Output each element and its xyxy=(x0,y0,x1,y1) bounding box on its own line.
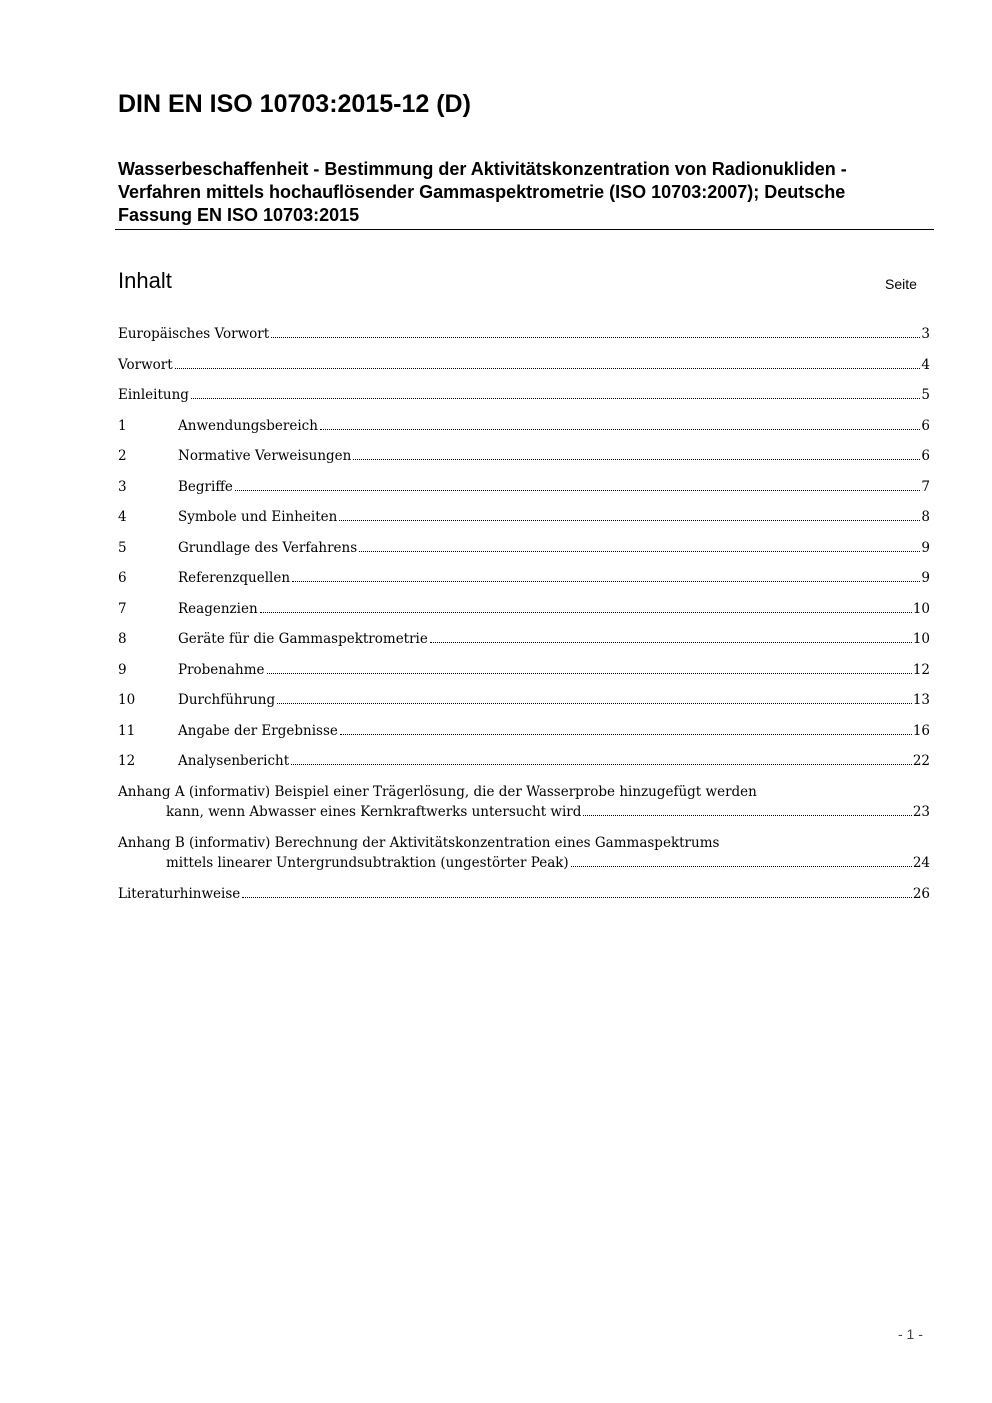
toc-leader-dots xyxy=(175,368,921,369)
toc-entry-label: Grundlage des Verfahrens xyxy=(178,539,358,556)
toc-entry-page: 3 xyxy=(921,326,930,342)
toc-entry-page: 9 xyxy=(921,539,930,556)
toc-entry-number: 3 xyxy=(118,478,127,495)
toc-entry-section-4[interactable] xyxy=(118,507,930,538)
toc-entry-number: 8 xyxy=(118,631,127,647)
toc-entry-number: 2 xyxy=(118,448,127,464)
toc-entry-label: Analysenbericht xyxy=(178,753,290,769)
toc-entry-label: Probenahme xyxy=(178,661,265,678)
toc-leader-dots xyxy=(320,429,920,430)
toc-leader-dots xyxy=(353,459,920,460)
toc-leader-dots xyxy=(271,337,920,338)
toc-entry-page: 12 xyxy=(912,661,930,678)
document-title-line: Verfahren mittels hochauflösender Gammaspektrometrie (ISO 10703:2007); Deutsche xyxy=(118,182,846,202)
toc-entry-page: 26 xyxy=(912,885,930,902)
toc-entry-section-8[interactable] xyxy=(118,629,930,660)
toc-entry-number: 5 xyxy=(118,539,127,556)
title-divider xyxy=(115,229,934,230)
toc-entry-section-9[interactable] xyxy=(118,660,930,691)
toc-leader-dots xyxy=(430,642,912,643)
toc-entry-label: Symbole und Einheiten xyxy=(178,509,338,525)
toc-entry-section-12[interactable] xyxy=(118,751,930,782)
toc-leader-dots xyxy=(571,866,912,867)
toc-entry-page: 16 xyxy=(912,722,930,739)
toc-entry-label: Begriffe xyxy=(178,478,233,495)
toc-entry-section-7[interactable] xyxy=(118,599,930,630)
toc-entry-number: 9 xyxy=(118,661,127,678)
toc-leader-dots xyxy=(339,520,920,521)
toc-entry-label: Angabe der Ergebnisse xyxy=(178,722,338,739)
toc-entry-page: 6 xyxy=(921,417,930,434)
toc-entry-number: 10 xyxy=(118,692,136,708)
toc-entry-label: Normative Verweisungen xyxy=(178,448,352,464)
toc-entry-number: 12 xyxy=(118,753,136,769)
toc-entry-label: Referenzquellen xyxy=(178,570,291,586)
toc-entry-page: 4 xyxy=(921,356,930,373)
toc-entry-label: Literaturhinweise xyxy=(118,885,241,902)
toc-leader-dots xyxy=(277,703,912,704)
toc-page-column-heading: Seite xyxy=(885,276,917,292)
toc-leader-dots xyxy=(340,734,912,735)
toc-entry-section-5[interactable] xyxy=(118,538,930,569)
toc-leader-dots xyxy=(292,581,920,582)
toc-entry-annex-a[interactable] xyxy=(118,782,930,833)
table-of-contents xyxy=(118,324,930,914)
toc-entry-number: 1 xyxy=(118,417,127,434)
toc-entry-page: 23 xyxy=(912,803,930,820)
document-title-line: Wasserbeschaffenheit - Bestimmung der Aktivitätskonzentration von Radionukliden - xyxy=(118,159,847,179)
toc-entry-label: Europäisches Vorwort xyxy=(118,326,270,342)
toc-entry-annex-b[interactable] xyxy=(118,833,930,884)
document-title xyxy=(118,158,938,227)
toc-entry-einleitung[interactable] xyxy=(118,385,930,416)
toc-entry-page: 13 xyxy=(912,692,930,708)
toc-entry-europaeisches-vorwort[interactable] xyxy=(118,324,930,355)
toc-entry-page: 7 xyxy=(921,478,930,495)
toc-entry-section-6[interactable] xyxy=(118,568,930,599)
toc-entry-label: Vorwort xyxy=(118,356,173,373)
toc-leader-dots xyxy=(359,551,920,552)
toc-entry-literaturhinweise[interactable] xyxy=(118,884,930,915)
toc-entry-page: 5 xyxy=(921,387,930,403)
toc-entry-label: Anwendungsbereich xyxy=(178,417,318,434)
toc-entry-label-continued: kann, wenn Abwasser eines Kernkraftwerks untersucht wird xyxy=(166,803,582,820)
toc-entry-number: 11 xyxy=(118,722,136,739)
toc-entry-page: 22 xyxy=(912,753,930,769)
toc-entry-section-11[interactable] xyxy=(118,721,930,752)
toc-leader-dots xyxy=(235,490,921,491)
toc-leader-dots xyxy=(583,815,911,816)
toc-leader-dots xyxy=(260,612,912,613)
toc-leader-dots xyxy=(191,398,920,399)
toc-entry-number: 4 xyxy=(118,509,127,525)
toc-entry-label: Anhang A (informativ) Beispiel einer Trägerlösung, die der Wasserprobe hinzugefügt werden xyxy=(118,783,757,800)
toc-entry-label-continued: mittels linearer Untergrundsubtraktion (ungestörter Peak) xyxy=(166,854,569,871)
toc-entry-vorwort[interactable] xyxy=(118,355,930,386)
toc-entry-section-2[interactable] xyxy=(118,446,930,477)
toc-entry-label: Reagenzien xyxy=(178,600,258,617)
toc-leader-dots xyxy=(242,897,912,898)
toc-heading: Inhalt xyxy=(118,268,172,293)
toc-entry-section-10[interactable] xyxy=(118,690,930,721)
toc-entry-label: Durchführung xyxy=(178,692,276,708)
toc-entry-section-3[interactable] xyxy=(118,477,930,508)
document-title-line: Fassung EN ISO 10703:2015 xyxy=(118,205,360,225)
toc-entry-label: Anhang B (informativ) Berechnung der Aktivitätskonzentration eines Gammaspektrums xyxy=(118,834,720,851)
toc-entry-number: 7 xyxy=(118,600,127,617)
toc-entry-page: 10 xyxy=(912,600,930,617)
toc-entry-page: 10 xyxy=(912,631,930,647)
toc-leader-dots xyxy=(291,764,912,765)
toc-entry-page: 24 xyxy=(912,854,930,871)
toc-entry-section-1[interactable] xyxy=(118,416,930,447)
toc-entry-label: Einleitung xyxy=(118,387,189,403)
toc-entry-page: 6 xyxy=(921,448,930,464)
document-id: DIN EN ISO 10703:2015-12 (D) xyxy=(118,90,471,118)
toc-entry-label: Geräte für die Gammaspektrometrie xyxy=(178,631,428,647)
toc-entry-page: 9 xyxy=(921,570,930,586)
page-number: - 1 - xyxy=(898,1326,923,1342)
toc-leader-dots xyxy=(267,673,912,674)
toc-entry-page: 8 xyxy=(921,509,930,525)
toc-entry-number: 6 xyxy=(118,570,127,586)
